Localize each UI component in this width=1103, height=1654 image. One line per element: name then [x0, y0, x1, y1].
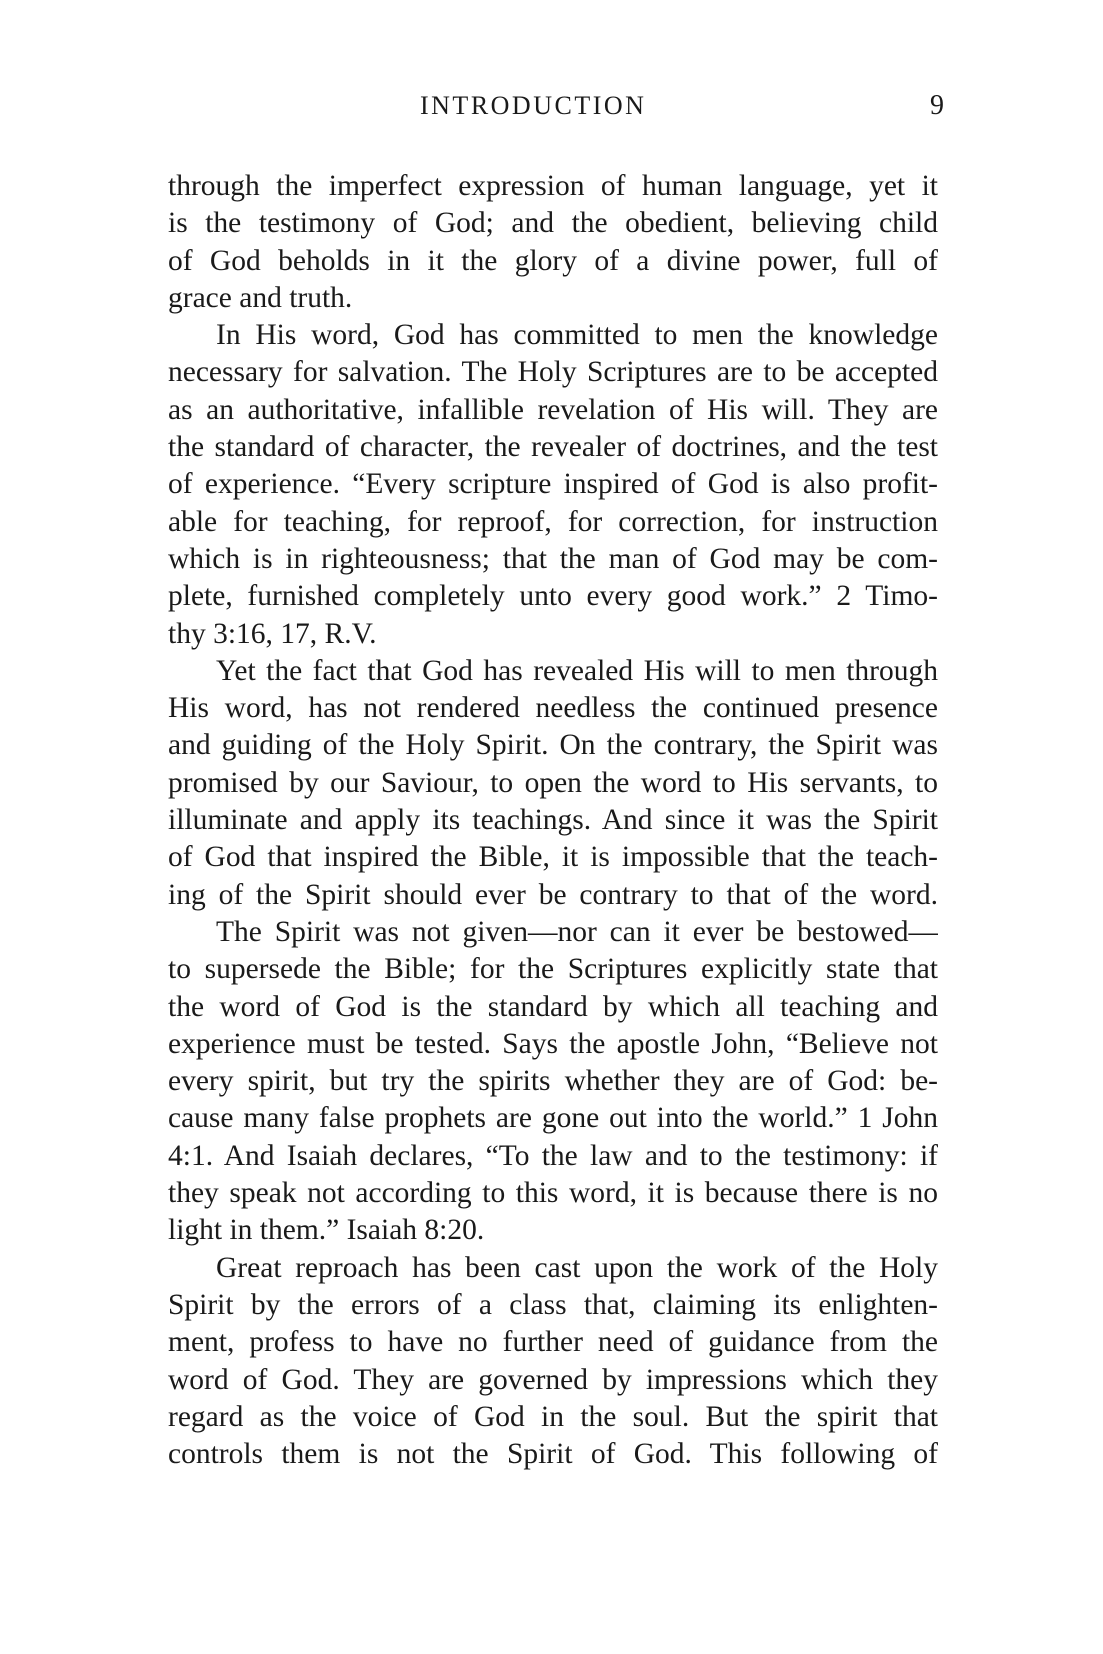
text-line: able for teaching, for reproof, for correction, for instruction — [168, 505, 938, 538]
page-number: 9 — [930, 90, 944, 121]
text-line: thy 3:16, 17, R.V. — [168, 617, 377, 650]
text-line: 4:1. And Isaiah declares, “To the law and to the testimony: if — [168, 1139, 938, 1172]
paragraph-first-line: Yet the fact that God has revealed His will to men through — [216, 654, 938, 687]
text-line: is the testimony of God; and the obedient, believing child — [168, 207, 938, 240]
text-line: the word of God is the standard by which all teaching and — [168, 990, 938, 1023]
text-line: light in them.” Isaiah 8:20. — [168, 1214, 485, 1247]
text-line: to supersede the Bible; for the Scriptures explicitly state that — [168, 953, 938, 986]
text-line: they speak not according to this word, it is because there is no — [168, 1177, 938, 1210]
text-line: of God beholds in it the glory of a divine power, full of — [168, 244, 938, 277]
paragraph-first-line: The Spirit was not given—nor can it ever be bestowed— — [216, 915, 938, 948]
text-line: grace and truth. — [168, 281, 353, 314]
text-line: regard as the voice of God in the soul. But the spirit that — [168, 1400, 938, 1433]
text-line: promised by our Saviour, to open the word to His servants, to — [168, 766, 938, 799]
paragraph-first-line: Great reproach has been cast upon the work of the Holy — [216, 1251, 938, 1284]
text-line: experience must be tested. Says the apostle John, “Believe not — [168, 1027, 938, 1060]
text-line: of experience. “Every scripture inspired of God is also profit- — [168, 468, 938, 501]
running-head-title: INTRODUCTION — [420, 91, 647, 120]
text-line: ment, profess to have no further need of guidance from the — [168, 1326, 938, 1359]
text-line: illuminate and apply its teachings. And since it was the Spirit — [168, 804, 938, 837]
paragraph-first-line: In His word, God has committed to men the knowledge — [216, 319, 938, 352]
text-line: ing of the Spirit should ever be contrary to that of the word. — [168, 878, 938, 911]
text-line: and guiding of the Holy Spirit. On the contrary, the Spirit was — [168, 729, 938, 762]
text-line: Spirit by the errors of a class that, claiming its enlighten- — [168, 1288, 938, 1321]
text-line: every spirit, but try the spirits whether they are of God: be- — [168, 1065, 938, 1098]
text-line: His word, has not rendered needless the continued presence — [168, 692, 938, 725]
text-line: the standard of character, the revealer of doctrines, and the test — [168, 431, 938, 464]
text-line: necessary for salvation. The Holy Scriptures are to be accepted — [168, 356, 938, 389]
text-line: as an authoritative, infallible revelation of His will. They are — [168, 393, 938, 426]
text-line: of God that inspired the Bible, it is impossible that the teach- — [168, 841, 938, 874]
text-line: word of God. They are governed by impressions which they — [168, 1363, 938, 1396]
text-line: through the imperfect expression of human language, yet it — [168, 170, 938, 202]
text-line: cause many false prophets are gone out into the world.” 1 John — [168, 1102, 938, 1135]
text-line: controls them is not the Spirit of God. This following of — [168, 1438, 938, 1471]
body-text — [168, 168, 938, 1473]
text-line: which is in righteousness; that the man of God may be com- — [168, 542, 938, 575]
text-line: plete, furnished completely unto every good work.” 2 Timo- — [168, 580, 938, 613]
